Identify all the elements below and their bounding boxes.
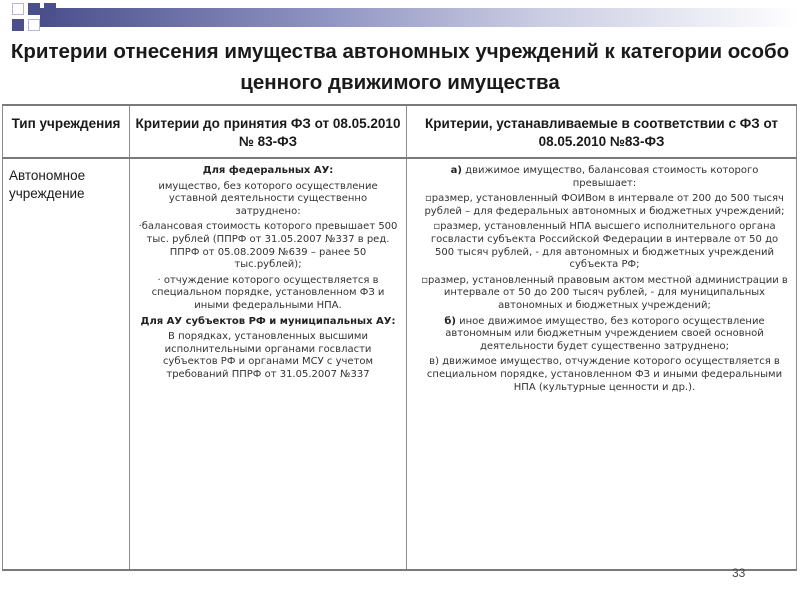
- criteria-before-cell: [130, 158, 407, 570]
- criteria-after-cell: [407, 158, 797, 570]
- table-row: [3, 158, 797, 570]
- criterion-b-label: б): [444, 315, 456, 327]
- criterion-a: [421, 165, 788, 190]
- deco-square: [12, 3, 24, 15]
- criterion-b: [421, 316, 788, 354]
- deco-square: [44, 3, 56, 15]
- header-after: Критерии, устанавливаемые в соответствии с ФЗ от 08.05.2010 №83-ФЗ: [407, 105, 797, 158]
- deco-square: [12, 19, 24, 31]
- deco-square: [28, 19, 40, 31]
- federal-criteria-text: · отчуждение которого осуществляется в специальном порядке, установленном ФЗ и иными федеральными НПА.: [151, 274, 385, 311]
- criterion-c: в) движимое имущество, отчуждение которого осуществляется в специальном порядке, установленном ФЗ и иными федеральными НПА (культурные ценности и др.).: [426, 356, 783, 393]
- header-type: Тип учреждения: [3, 105, 130, 158]
- regional-criteria-text: В порядках, установленных высшими исполнительными органами госвласти субъектов РФ и органами МСУ с учетом требований ППРФ от 31.05.2007 №337: [162, 331, 374, 380]
- criteria-table: [2, 104, 797, 571]
- regional-heading: Для АУ субъектов РФ и муниципальных АУ:: [140, 315, 396, 327]
- table-header-row: [3, 105, 797, 158]
- criterion-b-text: иное движимое имущество, без которого осуществление автономным или бюджетным учреждением своей основной деятельности будет существенно затруднено;: [445, 315, 765, 352]
- gradient-band: [40, 8, 800, 27]
- federal-criteria-text: ·балансовая стоимость которого превышает 500 тыс. рублей (ППРФ от 31.05.2007 №337 в ред. ППРФ от 05.08.2009 №639 – ранее 50 тыс.рублей);: [138, 221, 398, 271]
- decorative-header: [0, 0, 800, 36]
- criterion-a-item: ▫размер, установленный правовым актом местной администрации в интервале от 50 до 200 тысяч рублей, - для муниципальных автономных и бюджетных учреждений;: [421, 274, 788, 311]
- slide-title: Критерии отнесения имущества автономных учреждений к категории особо ценного движимого имущества: [10, 40, 790, 94]
- header-before: Критерии до принятия ФЗ от 08.05.2010 № 83-ФЗ: [130, 105, 407, 158]
- criterion-a-label: а): [450, 165, 462, 176]
- page-number: 33: [732, 566, 746, 580]
- federal-criteria-text: имущество, без которого осуществление уставной деятельности существенно затруднено:: [158, 180, 378, 217]
- deco-square: [28, 3, 40, 15]
- institution-type-cell: Автономное учреждение: [3, 158, 130, 570]
- federal-heading: Для федеральных АУ:: [202, 165, 334, 176]
- criterion-a-text: движимое имущество, балансовая стоимость которого превышает:: [461, 165, 759, 189]
- criterion-a-item: ▫размер, установленный НПА высшего исполнительного органа госвласти субъекта Российской Федерации в интервале от 50 до 500 тысяч рублей, - для автономных и бюджетных учреждений субъекта РФ;: [430, 221, 779, 271]
- criterion-a-item: ▫размер, установленный ФОИВом в интервале от 200 до 500 тысяч рублей – для федеральных автономных и бюджетных учреждений;: [424, 193, 785, 217]
